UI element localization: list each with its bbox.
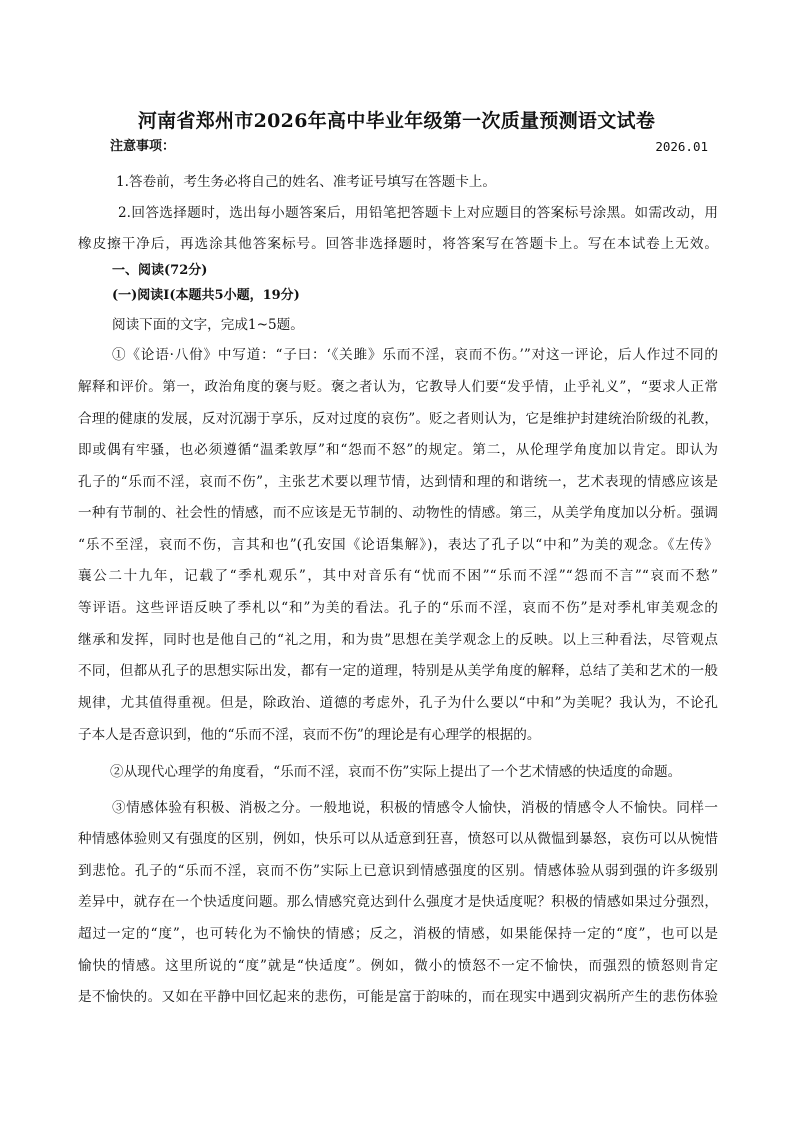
- passage-line: 襄公二十九年，记载了“季札观乐”，其中对音乐有“忧而不困”“乐而不淫”“怨而不言”“哀而不愁”: [78, 568, 718, 584]
- passage-line: 超过一定的“度”，也可转化为不愉快的情感；反之，消极的情感，如果能保持一定的“度”，也可以是: [78, 926, 718, 942]
- exam-title: 河南省郑州市2026年高中毕业年级第一次质量预测语文试卷: [137, 110, 656, 132]
- passage-line: 孔子的“乐而不淫，哀而不伤”，主张艺术要以理节情，达到情和理的和谐统一，艺术表现的情感应该是: [78, 474, 718, 490]
- passage-line: 解释和评价。第一，政治角度的褒与贬。褒之者认为，它教导人们要“发乎情，止乎礼义”，“要求人正常: [78, 379, 718, 395]
- reading-prompt: 阅读下面的文字，完成1~5题。: [112, 317, 304, 333]
- passage-line: 愉快的情感。这里所说的“度”就是“快适度”。例如，微小的愤怒不一定不愉快，而强烈的愤怒则肯定: [78, 958, 718, 974]
- section-heading: 一、阅读(72分): [112, 263, 208, 278]
- passage-line: ①《论语·八佾》中写道：“子曰：‘《关雎》乐而不淫，哀而不伤。’”对这一评论，后人作过不同的: [112, 347, 718, 363]
- passage-line: 种情感体验则又有强度的区别，例如，快乐可以从适意到狂喜，愤怒可以从微愠到暴怒，哀伤可以从惋惜: [78, 831, 718, 847]
- passage-line: 不同，但都从孔子的思想实际出发，都有一定的道理，特别是从美学角度的解释，总结了美和艺术的一般: [78, 663, 718, 679]
- section-subheading: (一)阅读Ⅰ(本题共5小题，19分): [112, 288, 300, 303]
- passage-line: 子本人是否意识到，他的“乐而不淫，哀而不伤”的理论是有心理学的根据的。: [78, 727, 541, 743]
- passage-line: 合理的健康的发展，反对沉溺于享乐，反对过度的哀伤”。贬之者则认为，它是维护封建统治阶级的礼教，: [78, 411, 718, 427]
- passage-line: 规律，尤其值得重视。但是，除政治、道德的考虑外，孔子为什么要以“中和”为美呢？我认为，不论孔: [78, 695, 718, 711]
- instruction-1: 1.答卷前，考生务必将自己的姓名、准考证号填写在答题卡上。: [116, 174, 496, 190]
- passage-paragraph-2: ②从现代心理学的角度看，“乐而不淫，哀而不伤”实际上提出了一个艺术情感的快适度的命题。: [110, 764, 682, 780]
- passage-line: 即或偶有牢骚，也必须遵循“温柔敦厚”和“怨而不怒”的规定。第二，从伦理学角度加以肯定。即认为: [78, 442, 718, 458]
- passage-line: 到悲怆。孔子的“乐而不淫，哀而不伤”实际上已意识到情感强度的区别。情感体验从弱到强的许多级别: [78, 863, 718, 879]
- passage-line: ③情感体验有积极、消极之分。一般地说，积极的情感令人愉快，消极的情感令人不愉快。同样一: [112, 800, 718, 816]
- passage-line: 是不愉快的。又如在平静中回忆起来的悲伤，可能是富于韵味的，而在现实中遇到灾祸所产生的悲伤体验: [78, 989, 718, 1005]
- passage-line: 一种有节制的、社会性的情感，而不应该是无节制的、动物性的情感。第三，从美学角度加以分析。强调: [78, 505, 718, 521]
- exam-date: 2026.01: [655, 139, 708, 154]
- instruction-2: 2.回答选择题时，选出每小题答案后，用铅笔把答题卡上对应题目的答案标号涂黑。如需改动，用: [118, 205, 718, 221]
- notice-label: 注意事项：: [110, 139, 176, 154]
- instruction-2-cont: 橡皮擦干净后，再选涂其他答案标号。回答非选择题时，将答案写在答题卡上。写在本试卷上无效。: [78, 236, 718, 252]
- passage-line: 等评语。这些评语反映了季札以“和”为美的看法。孔子的“乐而不淫，哀而不伤”是对季札审美观念的: [78, 600, 718, 616]
- passage-line: “乐不至淫，哀而不伤，言其和也”(孔安国《论语集解》)，表达了孔子以“中和”为美的观念。《左传》: [78, 537, 718, 553]
- passage-line: 差异中，就存在一个快适度问题。那么情感究竟达到什么强度才是快适度呢？积极的情感如果过分强烈，: [78, 894, 718, 910]
- passage-line: 继承和发挥，同时也是他自己的“礼之用，和为贵”思想在美学观念上的反映。以上三种看法，尽管观点: [78, 632, 718, 648]
- notice-row: [110, 139, 708, 155]
